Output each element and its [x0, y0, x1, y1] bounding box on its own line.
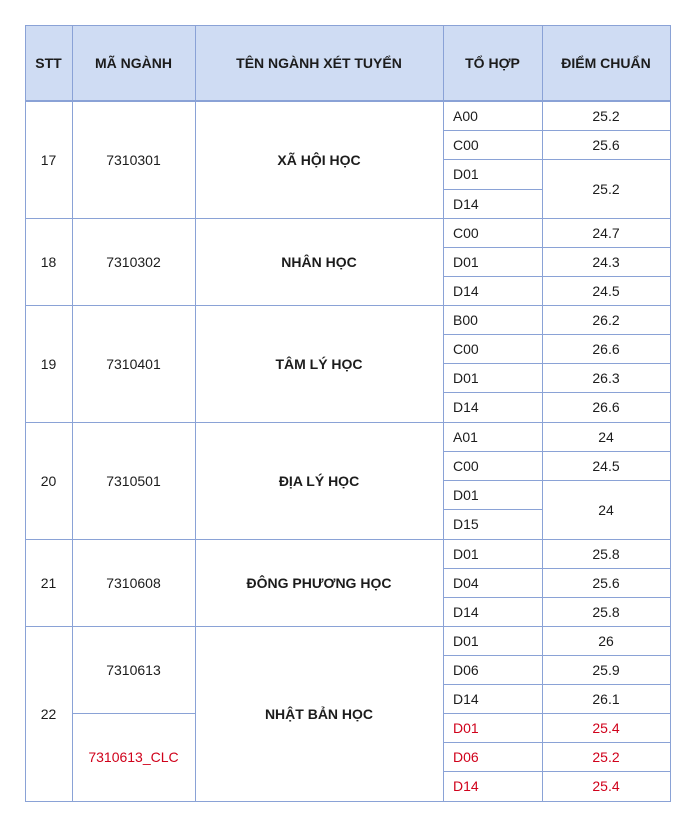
- table-gridline: [443, 713, 542, 714]
- table-gridline: [670, 25, 671, 801]
- table-gridline: [542, 247, 670, 248]
- table-gridline: [443, 451, 542, 452]
- score-cell: 26.6: [592, 399, 620, 415]
- table-gridline: [25, 801, 671, 802]
- score-cell: 24: [598, 428, 614, 445]
- table-gridline: [542, 684, 670, 685]
- table-gridline: [542, 392, 670, 393]
- score-cell: 24.5: [592, 282, 620, 299]
- table-gridline: [443, 159, 542, 160]
- score-cell: 24.5: [592, 457, 620, 474]
- score-cell: 25.2: [592, 180, 620, 197]
- table-gridline: [443, 480, 542, 481]
- table-gridline: [443, 742, 542, 743]
- stt-cell: 19: [40, 355, 57, 372]
- combo-cell: D14: [453, 690, 479, 707]
- table-gridline: [542, 742, 670, 743]
- table-gridline: [542, 655, 670, 656]
- table-gridline: [443, 655, 542, 656]
- combo-cell: D01: [453, 719, 479, 736]
- score-cell: 26: [598, 632, 614, 649]
- table-gridline: [542, 451, 670, 452]
- combo-cell: D01: [453, 166, 479, 182]
- score-cell: 25.4: [592, 778, 620, 794]
- table-gridline: [443, 334, 542, 335]
- table-gridline: [542, 363, 670, 364]
- table-gridline: [443, 189, 542, 190]
- stt-cell: 21: [40, 574, 57, 591]
- major-code-cell: 7310401: [106, 355, 161, 372]
- score-cell: 25.8: [592, 545, 620, 562]
- table-gridline: [195, 25, 196, 801]
- table-gridline: [443, 363, 542, 364]
- table-gridline: [443, 568, 542, 569]
- combo-cell: C00: [453, 224, 479, 241]
- score-cell: 25.2: [592, 748, 620, 765]
- table-gridline: [443, 392, 542, 393]
- major-name-cell: NHẬT BẢN HỌC: [264, 705, 374, 722]
- score-cell: 24: [598, 501, 614, 518]
- header-ten-nganh: TÊN NGÀNH XÉT TUYỂN: [195, 25, 443, 101]
- combo-cell: B00: [453, 311, 478, 328]
- header-ma-nganh: MÃ NGÀNH: [72, 25, 195, 101]
- table-gridline: [25, 422, 670, 423]
- combo-cell: D01: [453, 632, 479, 649]
- table-gridline: [542, 713, 670, 714]
- combo-cell: A01: [453, 428, 478, 445]
- score-cell: 25.9: [592, 661, 620, 678]
- table-gridline: [443, 276, 542, 277]
- score-cell: 25.4: [592, 719, 620, 736]
- table-gridline: [443, 597, 542, 598]
- major-code-cell: 7310501: [106, 472, 161, 489]
- combo-cell: D06: [453, 748, 479, 765]
- combo-cell: A00: [453, 107, 478, 124]
- major-code-cell: 7310608: [106, 574, 161, 591]
- table-gridline: [25, 305, 670, 306]
- major-name-cell: XÃ HỘI HỌC: [277, 151, 361, 168]
- table-gridline: [25, 100, 670, 102]
- major-code-cell: 7310613: [106, 661, 161, 678]
- table-gridline: [443, 247, 542, 248]
- score-cell: 24.7: [592, 224, 620, 241]
- table-gridline: [443, 684, 542, 685]
- combo-cell: D14: [453, 778, 479, 794]
- combo-cell: C00: [453, 136, 479, 153]
- table-gridline: [25, 539, 670, 540]
- table-gridline: [25, 25, 26, 801]
- stt-cell: 22: [40, 705, 57, 722]
- combo-cell: D06: [453, 661, 479, 678]
- stt-cell: 17: [40, 151, 57, 168]
- table-gridline: [443, 25, 444, 801]
- major-code-cell: 7310301: [106, 151, 161, 168]
- combo-cell: D01: [453, 253, 479, 270]
- combo-cell: D01: [453, 486, 479, 503]
- table-gridline: [25, 25, 670, 26]
- combo-cell: C00: [453, 340, 479, 357]
- major-code-cell: 7310613_CLC: [88, 749, 179, 765]
- table-gridline: [542, 597, 670, 598]
- combo-cell: D01: [453, 369, 479, 386]
- table-gridline: [72, 25, 73, 801]
- table-gridline: [542, 568, 670, 569]
- combo-cell: D14: [453, 282, 479, 299]
- table-gridline: [542, 276, 670, 277]
- table-gridline: [443, 130, 542, 131]
- table-gridline: [443, 771, 542, 772]
- score-cell: 26.6: [592, 340, 620, 357]
- admission-score-table: [25, 25, 670, 801]
- score-cell: 26.3: [592, 369, 620, 386]
- table-gridline: [25, 218, 670, 219]
- combo-cell: D04: [453, 574, 479, 591]
- major-name-cell: TÂM LÝ HỌC: [275, 355, 363, 372]
- table-gridline: [25, 626, 670, 627]
- header-stt: STT: [25, 25, 72, 101]
- major-name-cell: ĐÔNG PHƯƠNG HỌC: [246, 574, 392, 591]
- score-cell: 26.1: [592, 690, 620, 707]
- table-gridline: [542, 480, 670, 481]
- stt-cell: 18: [40, 253, 57, 270]
- combo-cell: D15: [453, 516, 479, 532]
- major-name-cell: ĐỊA LÝ HỌC: [278, 472, 360, 489]
- score-cell: 24.3: [592, 253, 620, 270]
- combo-cell: D14: [453, 603, 479, 620]
- table-gridline: [542, 130, 670, 131]
- table-gridline: [542, 771, 670, 772]
- header-to-hop: TỔ HỢP: [443, 25, 542, 101]
- combo-cell: C00: [453, 457, 479, 474]
- score-cell: 25.6: [592, 574, 620, 591]
- table-gridline: [542, 25, 543, 801]
- stt-cell: 20: [40, 472, 57, 489]
- table-gridline: [542, 334, 670, 335]
- score-cell: 25.2: [592, 107, 620, 124]
- header-diem-chuan: ĐIỂM CHUẨN: [542, 25, 670, 101]
- combo-cell: D14: [453, 399, 479, 415]
- combo-cell: D14: [453, 195, 479, 212]
- table-gridline: [542, 159, 670, 160]
- score-cell: 25.8: [592, 603, 620, 620]
- table-gridline: [72, 713, 195, 714]
- score-cell: 26.2: [592, 311, 620, 328]
- major-code-cell: 7310302: [106, 253, 161, 270]
- major-name-cell: NHÂN HỌC: [281, 253, 357, 270]
- score-cell: 25.6: [592, 136, 620, 153]
- combo-cell: D01: [453, 545, 479, 562]
- table-gridline: [443, 509, 542, 510]
